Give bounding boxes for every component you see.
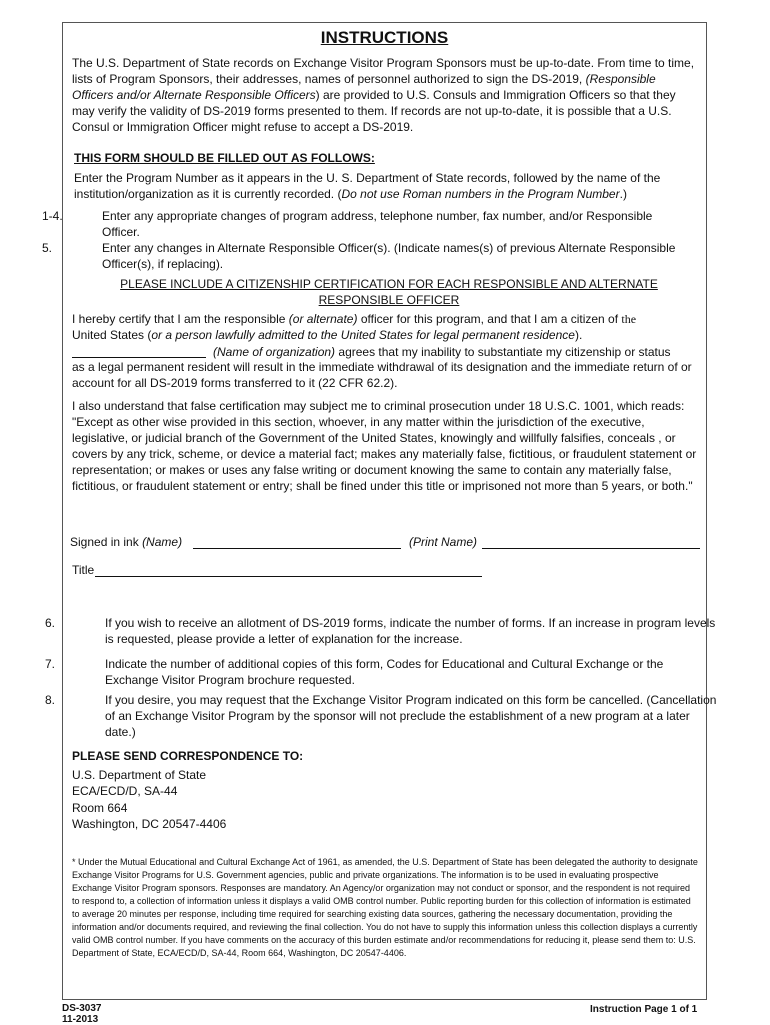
organization-name-field[interactable] bbox=[72, 357, 206, 358]
list-item bbox=[42, 208, 662, 240]
citizenship-heading: PLEASE INCLUDE A CITIZENSHIP CERTIFICATION FOR EACH RESPONSIBLE AND ALTERNATE RESPONSIBLE OFFICER bbox=[120, 277, 658, 307]
certify-text-4: ). bbox=[574, 328, 583, 342]
certify-text-2: officer for this program, and that I am a citizen of bbox=[357, 312, 622, 326]
list-item-number: 1-4. bbox=[42, 209, 63, 223]
false-certification-paragraph: I also understand that false certification may subject me to criminal prosecution under 18 U.S.C. 1001, which reads: "Except as other wise provided in this section, whoever, in any matter within the jurisdiction of the executive, legislative, or judicial branch of the Government of the United States, knowingly and willfully falsifies, conceals , or covers by any trick, scheme, or device a material fact; makes any materially false, fictitious, or fraudulent statement or representation; or makes or uses any false writing or document knowing the same to contain any materially false, fictitious, or fraudulent statement or entry; shall be fined under this title or imprisoned not more than 5 years, or both." bbox=[72, 399, 697, 493]
title-field[interactable] bbox=[95, 576, 482, 577]
program-number-paragraph bbox=[74, 170, 700, 202]
name-label: (Name) bbox=[142, 535, 183, 549]
page-title: INSTRUCTIONS bbox=[320, 28, 449, 47]
certify-italic-1: (or alternate) bbox=[288, 312, 358, 326]
list-item bbox=[42, 240, 682, 272]
print-name-label: (Print Name) bbox=[409, 535, 478, 549]
list-item-number: 7. bbox=[45, 657, 56, 671]
intro-italic: (Responsible Officers and/or Alternate Responsible Officers bbox=[72, 72, 656, 102]
certify-text-3: United States ( bbox=[72, 328, 152, 342]
form-id: DS-3037 bbox=[62, 1003, 102, 1014]
intro-paragraph bbox=[72, 55, 700, 135]
certify-org-rest: agrees that my inability to substantiate my citizenship or status bbox=[335, 345, 671, 359]
title-label: Title bbox=[72, 563, 95, 577]
list-item bbox=[45, 656, 720, 688]
signed-label bbox=[70, 534, 182, 550]
address-line: Washington, DC 20547-4406 bbox=[72, 817, 227, 831]
program-number-end: .) bbox=[619, 187, 627, 201]
certify-line-2 bbox=[72, 327, 702, 343]
list-item-text: Enter any appropriate changes of program address, telephone number, fax number, and/or Responsible Officer. bbox=[102, 209, 653, 239]
list-item-number: 8. bbox=[45, 693, 56, 707]
list-item-text: Indicate the number of additional copies of this form, Codes for Educational and Cultural Exchange or the Exchange Visitor Program brochure requested. bbox=[105, 657, 664, 687]
list-item-number: 5. bbox=[42, 241, 53, 255]
certify-line-4: as a legal permanent resident will result in the immediate withdrawal of its designation and the immediate return of or account for all DS-2019 forms transferred to it (22 CFR 62.2). bbox=[72, 360, 692, 390]
certify-the: the bbox=[621, 312, 637, 326]
intro-text-1: The U.S. Department of State records on Exchange Visitor Program Sponsors must be up-to-date. From time to time, lists of Program Sponsors, their addresses, names of personnel authorized to sign the DS-2019, bbox=[72, 56, 695, 86]
address-line: Room 664 bbox=[72, 801, 128, 815]
certify-italic-2: or a person lawfully admitted to the United States for legal permanent residence bbox=[151, 328, 575, 342]
page-number: Instruction Page 1 of 1 bbox=[590, 1004, 698, 1015]
list-item bbox=[45, 615, 720, 647]
certify-line-1 bbox=[72, 311, 702, 327]
certify-org-line bbox=[213, 344, 703, 360]
footnote: * Under the Mutual Educational and Cultural Exchange Act of 1961, as amended, the U.S. Department of State has been delegated the authority to designate Exchange Visitor Programs for U.S. Government agencies, public and private organizations. The information is to be used in evaluating prospective Exchange Visitor Program sponsors. Responses are mandatory. An Agency/or organization may not conduct or sponsor, and the respondent is not required to respond to, a collection of information unless it displays a valid OMB control number. Public reporting burden for this collection of information is estimated to average 20 minutes per response, including time required for searching existing data sources, gathering the necessary documentation, providing the information and/or documents required, and reviewing the final collection. You do not have to supply this information unless this collection displays a currently valid OMB control number. If you have comments on the accuracy of this burden estimate and/or recommendations for reducing it, please send them to: U.S. Department of State, ECA/ECD/D, SA-44, Room 664, Washington, DC 20547-4406. bbox=[72, 857, 698, 958]
address-line: ECA/ECD/D, SA-44 bbox=[72, 784, 178, 798]
list-item bbox=[45, 692, 720, 740]
form-date: 11-2013 bbox=[62, 1014, 99, 1025]
print-name-field[interactable] bbox=[482, 548, 700, 549]
program-number-italic: Do not use Roman numbers in the Program Number bbox=[341, 187, 620, 201]
correspondence-heading: PLEASE SEND CORRESPONDENCE TO: bbox=[72, 749, 304, 763]
list-item-text: If you wish to receive an allotment of DS-2019 forms, indicate the number of forms. If an increase in program levels is requested, please provide a letter of explanation for the increase. bbox=[105, 616, 716, 646]
intro-text-2: ) are provided to U.S. Consuls and Immigration Officers so that they may verify the validity of DS-2019 forms presented to them. If records are not up-to-date, it is possible that a U.S. Consul or Immigration Officer might refuse to accept a DS-2019. bbox=[72, 88, 676, 134]
signature-name-field[interactable] bbox=[193, 548, 401, 549]
list-item-number: 6. bbox=[45, 616, 56, 630]
list-item-text: If you desire, you may request that the Exchange Visitor Program indicated on this form be cancelled. (Cancellation of an Exchange Visitor Program by the sponsor will not preclude the establishment of a new program at a later date.) bbox=[105, 693, 717, 739]
program-number-text: Enter the Program Number as it appears in the U. S. Department of State records, followed by the name of the institution/organization as it is currently recorded. ( bbox=[74, 171, 661, 201]
organization-label: (Name of organization) bbox=[213, 345, 336, 359]
certify-text-1: I hereby certify that I am the responsible bbox=[72, 312, 289, 326]
list-item-text: Enter any changes in Alternate Responsible Officer(s). (Indicate names(s) of previous Alternate Responsible Officer(s), if replacing). bbox=[102, 241, 676, 271]
form-heading: THIS FORM SHOULD BE FILLED OUT AS FOLLOWS: bbox=[74, 151, 375, 165]
signed-text: Signed in ink bbox=[70, 535, 139, 549]
address-line: U.S. Department of State bbox=[72, 768, 207, 782]
